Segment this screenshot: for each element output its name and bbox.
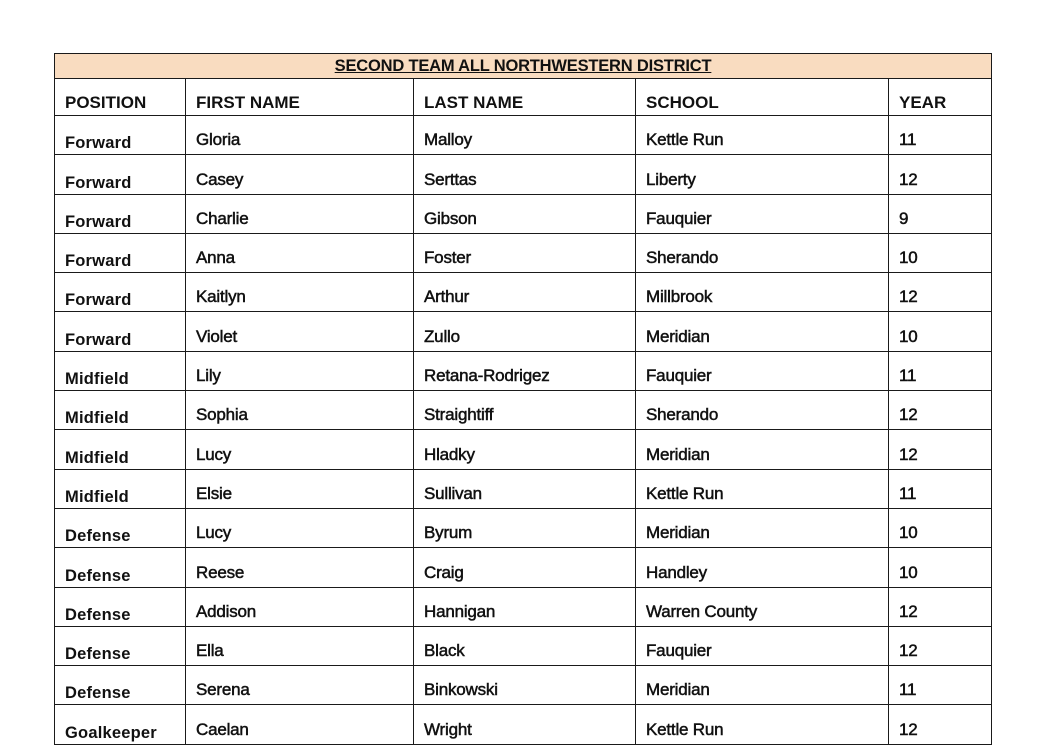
last-name-cell: Sullivan — [414, 469, 636, 508]
last-name-cell: Gibson — [414, 194, 636, 233]
year-cell: 11 — [889, 351, 992, 390]
first-name-cell: Anna — [186, 233, 414, 272]
position-cell: Defense — [55, 548, 186, 587]
last-name-cell: Zullo — [414, 312, 636, 351]
position-cell: Forward — [55, 273, 186, 312]
school-cell: Fauquier — [636, 626, 889, 665]
roster-table — [54, 53, 992, 745]
position-cell: Defense — [55, 666, 186, 705]
table-row — [55, 351, 992, 390]
last-name-cell: Hannigan — [414, 587, 636, 626]
table-row — [55, 508, 992, 547]
table-row — [55, 233, 992, 272]
last-name-cell: Binkowski — [414, 666, 636, 705]
school-cell: Liberty — [636, 155, 889, 194]
year-cell: 10 — [889, 548, 992, 587]
first-name-cell: Lucy — [186, 508, 414, 547]
first-name-cell: Ella — [186, 626, 414, 665]
school-cell: Kettle Run — [636, 469, 889, 508]
year-cell: 11 — [889, 666, 992, 705]
position-cell: Midfield — [55, 351, 186, 390]
column-header-school: SCHOOL — [636, 79, 889, 116]
first-name-cell: Casey — [186, 155, 414, 194]
first-name-cell: Caelan — [186, 705, 414, 744]
table-row — [55, 312, 992, 351]
column-header-position: POSITION — [55, 79, 186, 116]
year-cell: 9 — [889, 194, 992, 233]
first-name-cell: Lily — [186, 351, 414, 390]
first-name-cell: Charlie — [186, 194, 414, 233]
year-cell: 11 — [889, 469, 992, 508]
last-name-cell: Malloy — [414, 116, 636, 155]
school-cell: Sherando — [636, 233, 889, 272]
school-cell: Fauquier — [636, 351, 889, 390]
last-name-cell: Wright — [414, 705, 636, 744]
year-cell: 12 — [889, 391, 992, 430]
table-row — [55, 548, 992, 587]
first-name-cell: Violet — [186, 312, 414, 351]
position-cell: Forward — [55, 194, 186, 233]
year-cell: 12 — [889, 430, 992, 469]
last-name-cell: Hladky — [414, 430, 636, 469]
school-cell: Millbrook — [636, 273, 889, 312]
last-name-cell: Straightiff — [414, 391, 636, 430]
position-cell: Forward — [55, 155, 186, 194]
school-cell: Sherando — [636, 391, 889, 430]
year-cell: 10 — [889, 312, 992, 351]
year-cell: 12 — [889, 626, 992, 665]
position-cell: Forward — [55, 312, 186, 351]
year-cell: 12 — [889, 587, 992, 626]
table-row — [55, 194, 992, 233]
school-cell: Kettle Run — [636, 705, 889, 744]
year-cell: 11 — [889, 116, 992, 155]
year-cell: 12 — [889, 273, 992, 312]
first-name-cell: Lucy — [186, 430, 414, 469]
first-name-cell: Gloria — [186, 116, 414, 155]
column-header-last-name: LAST NAME — [414, 79, 636, 116]
column-header-row — [55, 79, 992, 116]
school-cell: Meridian — [636, 430, 889, 469]
position-cell: Midfield — [55, 391, 186, 430]
first-name-cell: Reese — [186, 548, 414, 587]
position-cell: Forward — [55, 116, 186, 155]
school-cell: Meridian — [636, 312, 889, 351]
position-cell: Defense — [55, 508, 186, 547]
table-row — [55, 391, 992, 430]
school-cell: Warren County — [636, 587, 889, 626]
position-cell: Defense — [55, 587, 186, 626]
table-row — [55, 155, 992, 194]
position-cell: Goalkeeper — [55, 705, 186, 744]
roster-body — [55, 116, 992, 745]
position-cell: Midfield — [55, 469, 186, 508]
last-name-cell: Black — [414, 626, 636, 665]
last-name-cell: Arthur — [414, 273, 636, 312]
table-row — [55, 116, 992, 155]
first-name-cell: Kaitlyn — [186, 273, 414, 312]
position-cell: Defense — [55, 626, 186, 665]
table-row — [55, 273, 992, 312]
year-cell: 12 — [889, 705, 992, 744]
school-cell: Meridian — [636, 508, 889, 547]
last-name-cell: Serttas — [414, 155, 636, 194]
first-name-cell: Serena — [186, 666, 414, 705]
school-cell: Meridian — [636, 666, 889, 705]
table-title: SECOND TEAM ALL NORTHWESTERN DISTRICT — [55, 54, 992, 79]
table-row — [55, 626, 992, 665]
last-name-cell: Foster — [414, 233, 636, 272]
table-row — [55, 469, 992, 508]
position-cell: Midfield — [55, 430, 186, 469]
table-row — [55, 666, 992, 705]
column-header-first-name: FIRST NAME — [186, 79, 414, 116]
year-cell: 10 — [889, 508, 992, 547]
position-cell: Forward — [55, 233, 186, 272]
year-cell: 12 — [889, 155, 992, 194]
title-row — [55, 54, 992, 79]
school-cell: Handley — [636, 548, 889, 587]
last-name-cell: Craig — [414, 548, 636, 587]
school-cell: Kettle Run — [636, 116, 889, 155]
first-name-cell: Elsie — [186, 469, 414, 508]
first-name-cell: Addison — [186, 587, 414, 626]
column-header-year: YEAR — [889, 79, 992, 116]
table-row — [55, 430, 992, 469]
last-name-cell: Byrum — [414, 508, 636, 547]
school-cell: Fauquier — [636, 194, 889, 233]
first-name-cell: Sophia — [186, 391, 414, 430]
year-cell: 10 — [889, 233, 992, 272]
table-row — [55, 587, 992, 626]
last-name-cell: Retana-Rodrigez — [414, 351, 636, 390]
